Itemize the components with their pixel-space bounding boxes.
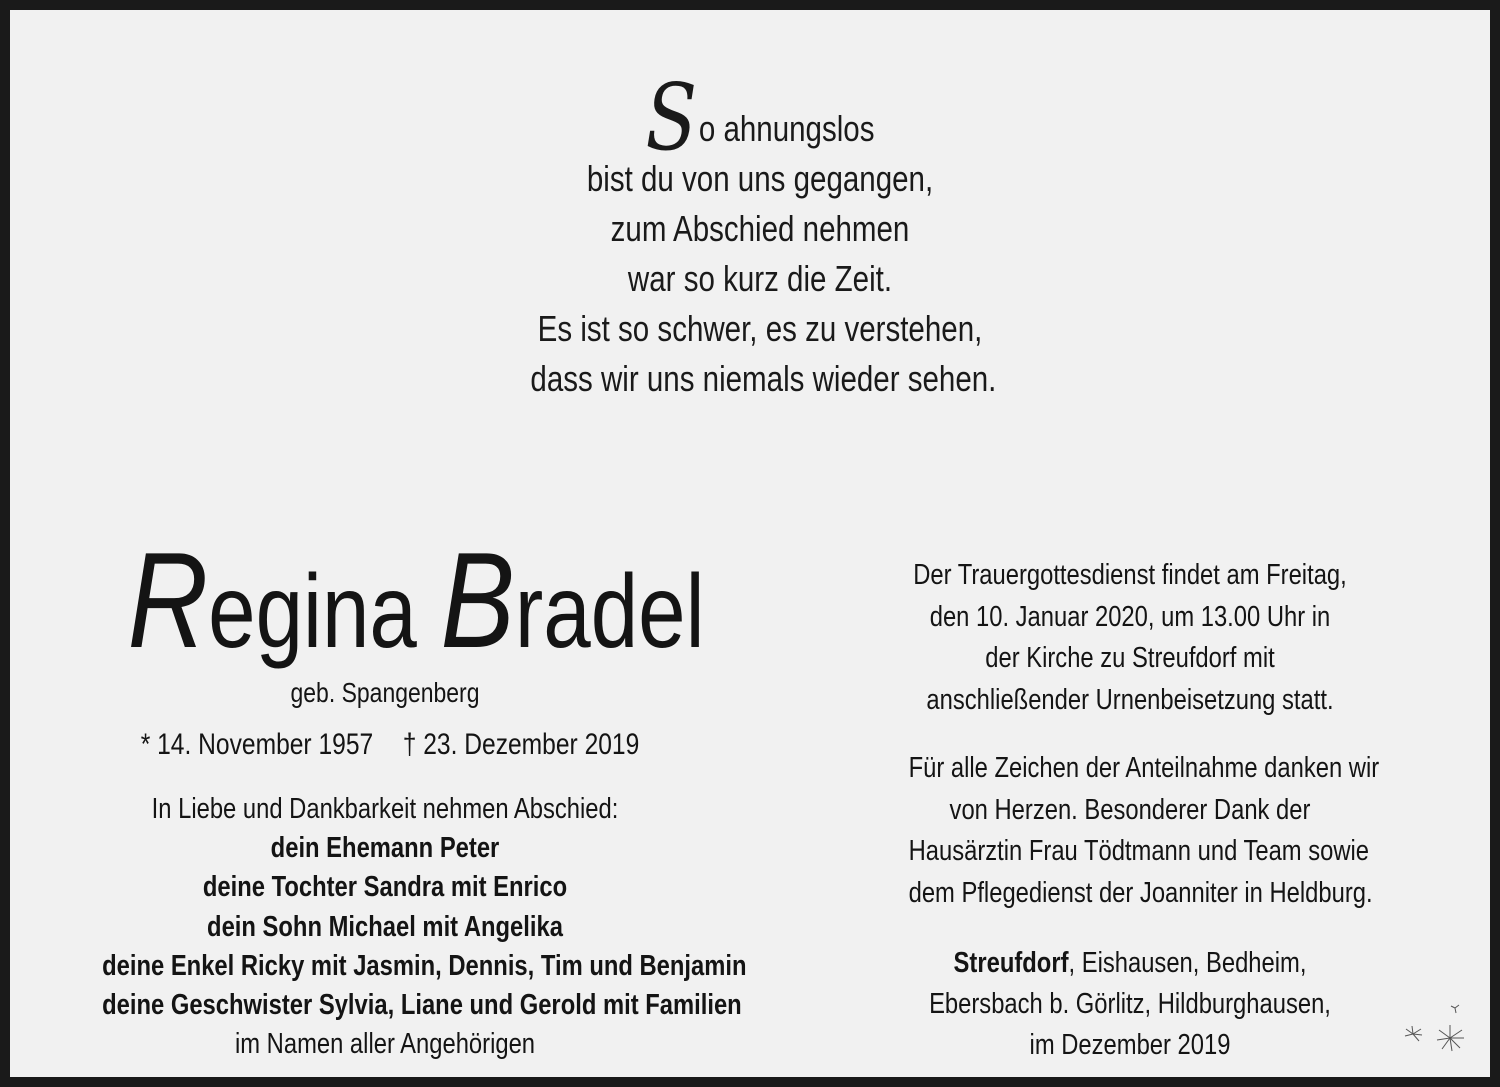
family-closing: im Namen aller Angehörigen	[234, 1028, 536, 1061]
family-member: dein Ehemann Peter	[270, 832, 500, 865]
poem-line: Es ist so schwer, es zu verstehen,	[537, 308, 983, 349]
poem-line: dass wir uns niemals wieder sehen.	[530, 358, 997, 399]
family-member: dein Sohn Michael mit Angelika	[207, 910, 563, 943]
poem-line: zum Abschied nehmen	[610, 208, 910, 249]
family-member: deine Tochter Sandra mit Enrico	[202, 871, 568, 904]
life-dates	[70, 726, 710, 764]
family-list	[40, 790, 747, 1064]
poem	[480, 64, 1040, 404]
deceased-name: Regina Bradel	[127, 524, 705, 676]
thanks-text: Für alle Zeichen der Anteilnahme danken wir von Herzen. Besonderer Dank der Hausärztin Frau Tödtmann und Team sowie dem Pflegedienst der Joanniter in Heldburg.	[908, 752, 1380, 909]
place-date: Streufdorf, Eishausen, Bedheim, Ebersbach b. Görlitz, Hildburghausen, im Dezember 2019	[929, 947, 1331, 1061]
rose-photo	[990, 10, 1500, 480]
death-date: † 23. Dezember 2019	[402, 728, 640, 761]
portrait-photo	[65, 50, 465, 520]
poem-initial: S	[645, 64, 698, 171]
birth-name: geb. Spangenberg	[290, 677, 480, 708]
birth-date: * 14. November 1957	[140, 728, 374, 761]
poem-line: war so kurz die Zeit.	[627, 258, 893, 299]
family-member: deine Geschwister Sylvia, Liane und Gerold mit Familien	[102, 989, 742, 1022]
poem-line: bist du von uns gegangen,	[586, 158, 934, 199]
family-intro: In Liebe und Dankbarkeit nehmen Abschied:	[151, 793, 619, 825]
service-info: Der Trauergottesdienst findet am Freitag, den 10. Januar 2020, um 13.00 Uhr in der Kirche zu Streufdorf mit anschließender Urnenbeisetzung statt.	[913, 559, 1347, 716]
family-member: deine Enkel Ricky mit Jasmin, Dennis, Tim und Benjamin	[102, 949, 747, 982]
town-name: Streufdorf	[953, 947, 1069, 979]
dandelion-icon	[1395, 998, 1475, 1058]
poem-line: So ahnungslos	[645, 64, 875, 171]
